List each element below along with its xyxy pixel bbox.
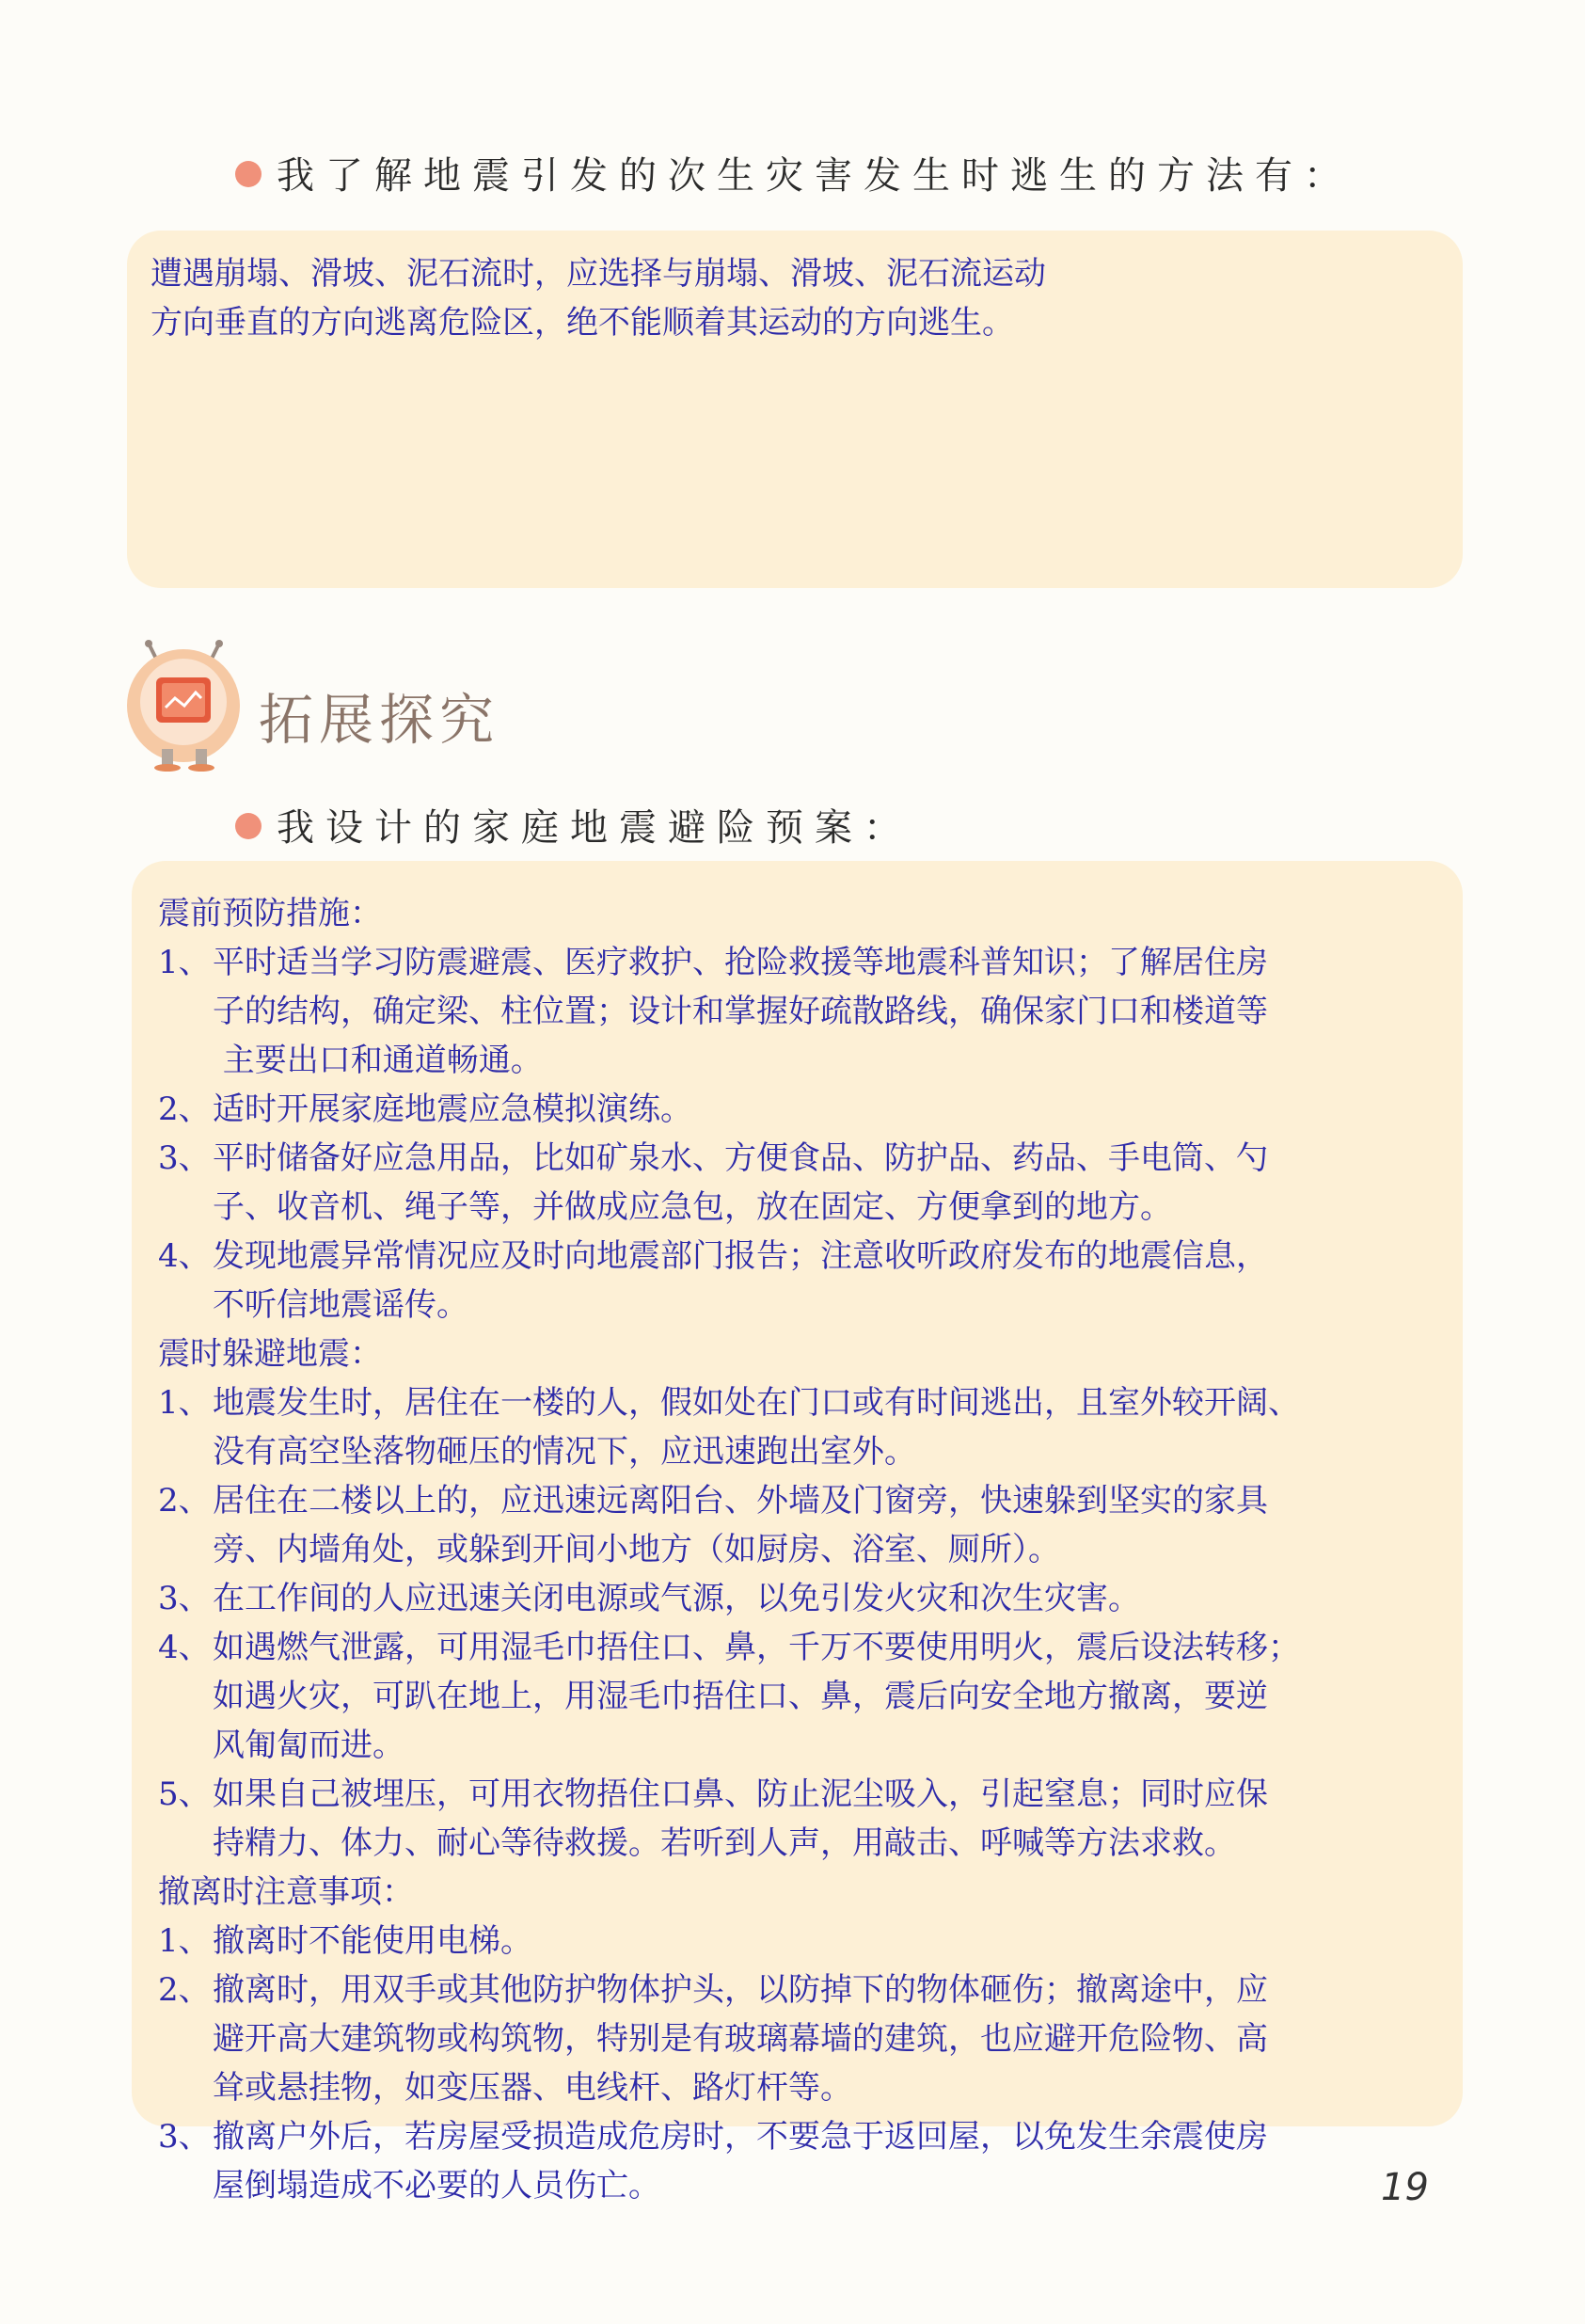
section-during-title: 震时躲避地震： (158, 1335, 382, 1373)
page-number: 19 (1381, 2166, 1429, 2209)
section-title: 拓展探究 (259, 688, 500, 752)
section-before-title: 震前预防措施： (158, 895, 382, 932)
answer-2-text (158, 889, 1466, 2210)
tv-mascot-icon (120, 640, 247, 772)
bullet-dot-icon (235, 161, 262, 187)
list-item: 2、 适时开展家庭地震应急模拟演练。 (158, 1090, 692, 1128)
question-2-heading (235, 798, 912, 852)
section-evacuation-title: 撤离时注意事项： (158, 1873, 414, 1911)
answer-line: 方向垂直的方向逃离危险区，绝不能顺着其运动的方向逃生。 (151, 304, 1014, 342)
list-item: 1、 平时适当学习防震避震、医疗救护、抢险救援等地震科普知识；了解居住房 子的结构，确定梁、柱位置；设计和掌握好疏散路线，确保家门口和楼道等 主要出口和通道畅通。 (158, 944, 1268, 1079)
list-item: 2、 撤离时，用双手或其他防护物体护头，以防掉下的物体砸伤；撤离途中，应 避开高大建筑物或构筑物，特别是有玻璃幕墙的建筑，也应避开危险物、高 耸或悬挂物，如变压器、电线杆、路灯杆等。 (158, 1971, 1268, 2107)
list-item: 4、 发现地震异常情况应及时向地震部门报告；注意收听政府发布的地震信息， 不听信地震谣传。 (158, 1237, 1268, 1324)
answer-1-text (151, 249, 1449, 347)
list-item: 1、 地震发生时，居住在一楼的人，假如处在门口或有时间逃出，且室外较开阔、 没有高空坠落物砸压的情况下，应迅速跑出室外。 (158, 1384, 1300, 1471)
list-item: 1、 撤离时不能使用电梯。 (158, 1922, 532, 1960)
question-1-heading (235, 146, 1353, 199)
list-item: 4、 如遇燃气泄露，可用湿毛巾捂住口、鼻，千万不要使用明火，震后设法转移； 如遇火灾，可趴在地上，用湿毛巾捂住口、鼻，震后向安全地方撤离，要逆 风匍匐而进。 (158, 1629, 1300, 1764)
question-2-text: 我设计的家庭地震避险预案： (277, 806, 912, 850)
list-item: 2、 居住在二楼以上的，应迅速远离阳台、外墙及门窗旁，快速躲到坚实的家具 旁、内墙角处，或躲到开间小地方（如厨房、浴室、厕所）。 (158, 1482, 1268, 1568)
list-item: 3、 在工作间的人应迅速关闭电源或气源，以免引发火灾和次生灾害。 (158, 1580, 1140, 1617)
list-item: 5、 如果自己被埋压，可用衣物捂住口鼻、防止泥尘吸入，引起窒息；同时应保 持精力、体力、耐心等待救援。若听到人声，用敲击、呼喊等方法求救。 (158, 1775, 1268, 1862)
list-item: 3、 平时储备好应急用品，比如矿泉水、方便食品、防护品、药品、手电筒、勺 子、收音机、绳子等，并做成应急包，放在固定、方便拿到的地方。 (158, 1139, 1268, 1226)
answer-line: 遭遇崩塌、滑坡、泥石流时，应选择与崩塌、滑坡、泥石流运动 (151, 255, 1046, 293)
bullet-dot-icon (235, 813, 262, 839)
question-1-text: 我了解地震引发的次生灾害发生时逃生的方法有： (277, 154, 1353, 198)
list-item: 3、 撤离户外后，若房屋受损造成危房时，不要急于返回屋，以免发生余震使房 屋倒塌造成不必要的人员伤亡。 (158, 2118, 1268, 2205)
